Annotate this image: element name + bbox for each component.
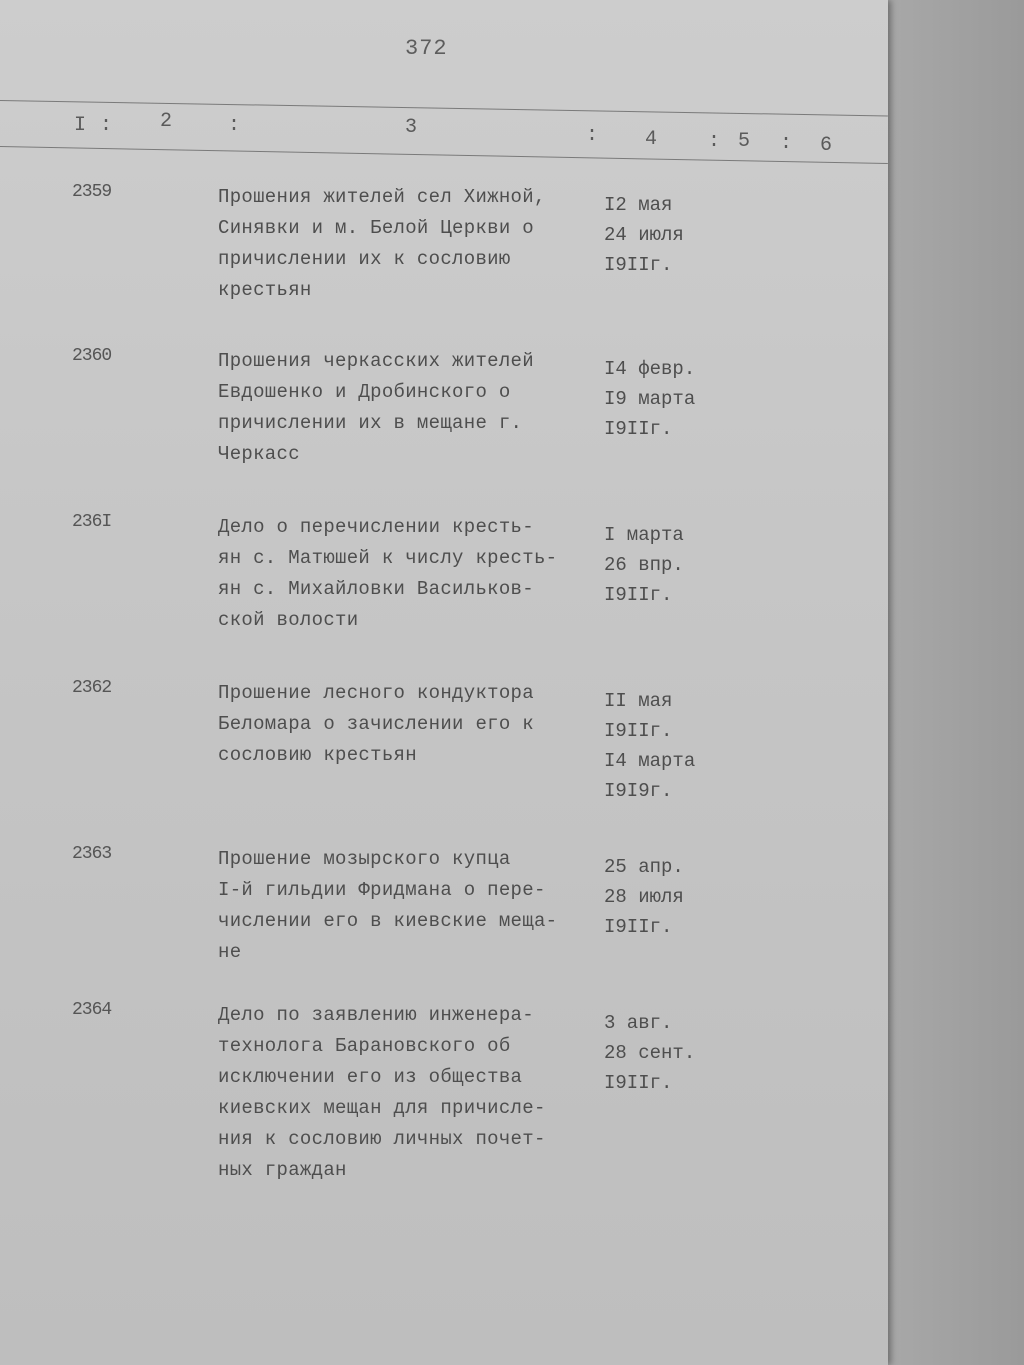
description-line: Прошение мозырского купца xyxy=(218,848,511,870)
description-line: числении его в киевские меща- xyxy=(218,910,558,932)
entry-dates xyxy=(604,852,724,942)
description-line: исключении его из общества xyxy=(218,1066,523,1088)
entry-dates xyxy=(604,354,724,444)
column-header-3: 3 xyxy=(405,116,418,139)
entry-description xyxy=(218,1000,598,1186)
description-line: технолога Барановского об xyxy=(218,1035,511,1057)
date-line: I9IIг. xyxy=(604,916,673,938)
description-line: ян с. Михайловки Васильков- xyxy=(218,578,534,600)
entry-dates xyxy=(604,1008,724,1098)
description-line: не xyxy=(218,941,242,963)
date-line: I9IIг. xyxy=(604,418,673,440)
date-line: I4 февр. xyxy=(604,358,696,380)
entry-number: 2364 xyxy=(72,1000,112,1020)
entry-dates xyxy=(604,520,724,610)
description-line: Евдошенко и Дробинского о xyxy=(218,381,511,403)
date-line: 25 апр. xyxy=(604,856,684,878)
date-line: I9IIг. xyxy=(604,584,673,606)
header-rule-top xyxy=(0,100,888,116)
entry-number: 2363 xyxy=(72,844,112,864)
column-separator: : xyxy=(100,114,113,137)
date-line: I9IIг. xyxy=(604,254,673,276)
description-line: причислении их к сословию xyxy=(218,248,511,270)
entry-dates xyxy=(604,686,724,806)
description-line: ных граждан xyxy=(218,1159,347,1181)
description-line: I-й гильдии Фридмана о пере- xyxy=(218,879,546,901)
date-line: I9I9г. xyxy=(604,780,673,802)
description-line: ян с. Матюшей к числу кресть- xyxy=(218,547,558,569)
description-line: ской волости xyxy=(218,609,359,631)
header-rule-bottom xyxy=(0,146,888,164)
description-line: крестьян xyxy=(218,279,312,301)
description-line: киевских мещан для причисле- xyxy=(218,1097,546,1119)
page-number: 372 xyxy=(405,36,448,61)
entry-number: 236I xyxy=(72,512,112,532)
column-header-5: 5 xyxy=(738,130,751,153)
column-separator: : xyxy=(228,114,241,137)
description-line: Прошения жителей сел Хижной, xyxy=(218,186,546,208)
date-line: I4 марта xyxy=(604,750,696,772)
column-header-6: 6 xyxy=(820,134,833,157)
entry-number: 2362 xyxy=(72,678,112,698)
column-header-1: I xyxy=(74,114,87,137)
date-line: 3 авг. xyxy=(604,1012,673,1034)
column-separator: : xyxy=(586,124,599,147)
date-line: I9IIг. xyxy=(604,720,673,742)
date-line: I2 мая xyxy=(604,194,673,216)
entry-description xyxy=(218,346,598,470)
description-line: ния к сословию личных почет- xyxy=(218,1128,546,1150)
date-line: 26 впр. xyxy=(604,554,684,576)
entry-description xyxy=(218,512,598,636)
column-separator: : xyxy=(780,132,793,155)
description-line: сословию крестьян xyxy=(218,744,417,766)
entry-number: 2360 xyxy=(72,346,112,366)
description-line: Прошения черкасских жителей xyxy=(218,350,534,372)
description-line: причислении их в мещане г. xyxy=(218,412,523,434)
entry-description xyxy=(218,182,598,306)
date-line: 28 сент. xyxy=(604,1042,696,1064)
description-line: Дело по заявлению инженера- xyxy=(218,1004,534,1026)
description-line: Черкасс xyxy=(218,443,300,465)
date-line: 28 июля xyxy=(604,886,684,908)
description-line: Прошение лесного кондуктора xyxy=(218,682,534,704)
date-line: 24 июля xyxy=(604,224,684,246)
date-line: II мая xyxy=(604,690,673,712)
column-header-4: 4 xyxy=(645,128,658,151)
column-header-2: 2 xyxy=(160,110,173,133)
entry-description xyxy=(218,844,598,968)
entry-dates xyxy=(604,190,724,280)
date-line: I марта xyxy=(604,524,684,546)
description-line: Дело о перечислении кресть- xyxy=(218,516,534,538)
entry-number: 2359 xyxy=(72,182,112,202)
date-line: I9 марта xyxy=(604,388,696,410)
description-line: Синявки и м. Белой Церкви о xyxy=(218,217,534,239)
entry-description xyxy=(218,678,598,771)
description-line: Беломара о зачислении его к xyxy=(218,713,534,735)
column-separator: : xyxy=(708,130,721,153)
date-line: I9IIг. xyxy=(604,1072,673,1094)
